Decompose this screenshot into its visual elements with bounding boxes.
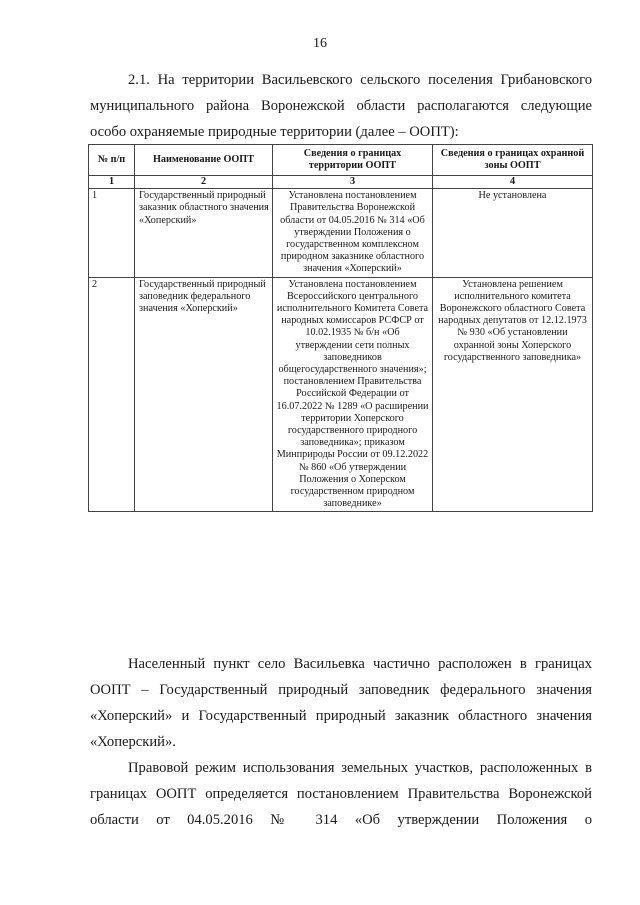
table-row [89, 189, 593, 277]
intro-line: муниципального района Воронежской области располагаются следующие [90, 98, 592, 114]
header-number: № п/п [89, 145, 135, 176]
row-buffer-zone: Установлена решением исполнительного комитета Воронежского областного Совета народных депутатов от 12.12.1973 № 930 «Об установлении охранной зоны Хоперского государственного заповедника» [433, 277, 593, 512]
intro-paragraph [90, 67, 592, 145]
header-name: Наименование ООПТ [135, 145, 273, 176]
row-buffer-zone: Не установлена [433, 189, 593, 277]
regime-paragraph [90, 755, 592, 833]
page-number: 16 [313, 36, 327, 51]
village-paragraph [90, 651, 592, 755]
oopt-table [88, 144, 593, 512]
row-name: Государственный природный заказник областного значения «Хоперский» [135, 189, 273, 277]
column-number-row [89, 176, 593, 189]
column-number: 1 [89, 176, 135, 189]
row-number: 1 [89, 189, 135, 277]
column-number: 2 [135, 176, 273, 189]
intro-line: 2.1. На территории Васильевского сельского поселения Грибановского [128, 72, 592, 88]
row-boundaries: Установлена постановлением Правительства Воронежской области от 04.05.2016 № 314 «Об утверждении Положения о государственном комплексном природном заказнике областного значения «Хоперский» [273, 189, 433, 277]
village-line: Населенный пункт село Васильевка частично расположен в границах [128, 656, 592, 672]
header-boundaries: Сведения о границах территории ООПТ [273, 145, 433, 176]
row-boundaries: Установлена постановлением Всероссийского центрального исполнительного Комитета Совета народных комиссаров РСФСР от 10.02.1935 № б/н «Об утверждении сети полных заповедников общегосударственного значения»; постановлением Правительства Российской Федерации от 16.07.2022 № 1289 «О расширении территории Хоперского государственного природного заповедника»; приказом Минприроды России от 09.12.2022 № 860 «Об утверждении Положения о Хоперском государственном природном заповеднике» [273, 277, 433, 512]
regime-line: Правовой режим использования земельных участков, расположенных в [128, 760, 592, 776]
row-name: Государственный природный заповедник федерального значения «Хоперский» [135, 277, 273, 512]
header-buffer-zone: Сведения о границах охранной зоны ООПТ [433, 145, 593, 176]
village-line: «Хоперский» и Государственный природный заказник областного значения [90, 708, 592, 724]
column-number: 4 [433, 176, 593, 189]
column-number: 3 [273, 176, 433, 189]
regime-line: области от 04.05.2016 № 314 «Об утверждении Положения о [90, 812, 592, 828]
village-line: ООПТ – Государственный природный заповедник федерального значения [90, 682, 592, 698]
table-row [89, 277, 593, 512]
row-number: 2 [89, 277, 135, 512]
village-line: «Хоперский». [90, 734, 176, 750]
intro-line: особо охраняемые природные территории (далее – ООПТ): [90, 124, 459, 140]
table-header-row [89, 145, 593, 176]
regime-line: границах ООПТ определяется постановлением Правительства Воронежской [90, 786, 592, 802]
